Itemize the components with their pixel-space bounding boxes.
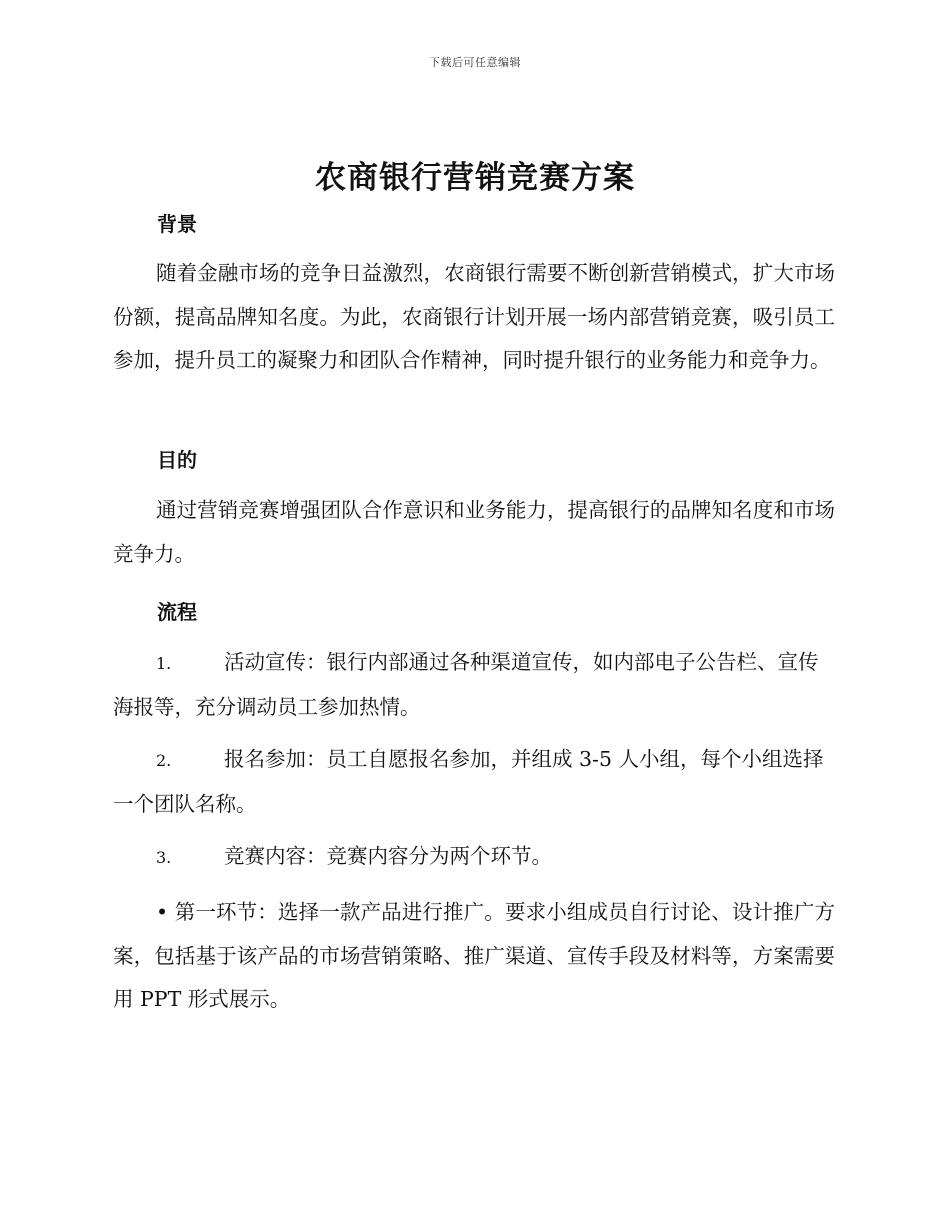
process-item-number: 3. [156,848,172,867]
process-item-text: 活动宣传：银行内部通过各种渠道宣传，如内部电子公告栏、宣传海报等，充分调动员工参加热情。 [113,650,819,719]
page-header-note: 下载后可任意编辑 [429,56,521,69]
section-heading-purpose: 目的 [157,448,197,472]
bullet-paragraph: • 第一环节：选择一款产品进行推广。要求小组成员自行讨论、设计推广方案，包括基于该产品的市场营销策略、推广渠道、宣传手段及材料等，方案需要用 PPT 形式展示。 [113,900,835,1011]
section-heading-background: 背景 [157,212,197,236]
process-item-number: 2. [156,751,172,770]
purpose-paragraph: 通过营销竞赛增强团队合作意识和业务能力，提高银行的品牌知名度和市场竞争力。 [113,498,835,566]
process-item-text: 竞赛内容：竞赛内容分为两个环节。 [224,844,552,868]
process-item [113,738,835,826]
process-item-text: 报名参加：员工自愿报名参加，并组成 3-5 人小组，每个小组选择一个团队名称。 [113,747,824,816]
background-paragraph: 随着金融市场的竞争日益激烈，农商银行需要不断创新营销模式，扩大市场份额，提高品牌知名度。为此，农商银行计划开展一场内部营销竞赛，吸引员工参加，提升员工的凝聚力和团队合作精神，同时提升银行的业务能力和竞争力。 [113,261,835,372]
document-title: 农商银行营销竞赛方案 [315,160,635,196]
section-heading-process: 流程 [157,600,197,624]
process-item-number: 1. [156,654,172,673]
process-item [113,835,835,880]
process-item [113,641,835,729]
